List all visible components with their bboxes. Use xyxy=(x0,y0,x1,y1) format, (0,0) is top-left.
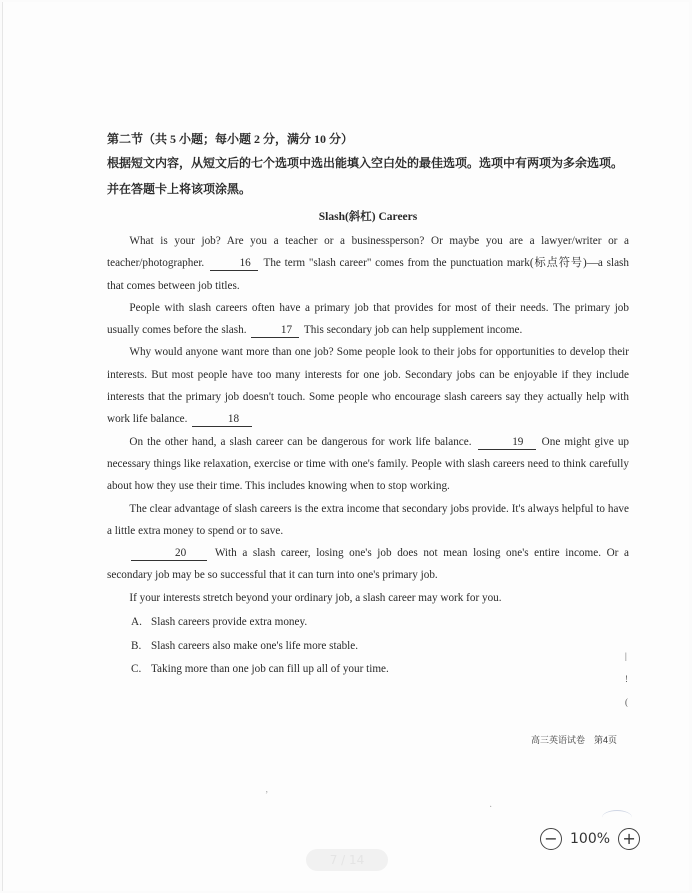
page-indicator: 7 / 14 xyxy=(306,849,388,871)
paragraph-3-text: Why would anyone want more than one job? Some people look to their jobs for opportunities to develop their interests. But most people have too many interests for one job. Secondary jobs can be enjoyable if they include interests that the primary job doesn't touch. Some people who encourage slash careers say they actually help with work life balance. xyxy=(107,346,629,426)
blank-20: 20 xyxy=(131,546,207,561)
page-content xyxy=(107,128,629,682)
paragraph-4-text-a: On the other hand, a slash career can be dangerous for work life balance. xyxy=(129,435,472,448)
option-letter: B. xyxy=(131,639,142,652)
document-page xyxy=(2,2,689,891)
paragraph-5: The clear advantage of slash careers is the extra income that secondary jobs provide. It's always helpful to have a little extra money to spend or to save. xyxy=(107,502,629,537)
section-instructions: 根据短文内容，从短文后的七个选项中选出能填入空白处的最佳选项。选项中有两项为多余选项。并在答题卡上将该项涂黑。 xyxy=(107,156,624,196)
option-letter: C. xyxy=(131,663,142,676)
paragraph-6-text: With a slash career, losing one's job does not mean losing one's entire income. Or a secondary job may be so successful that it can turn into one's primary job. xyxy=(107,547,629,582)
paragraph-2 xyxy=(107,297,629,342)
paragraph-1-text-a: What is your job? Are you a teacher or a businessperson? Or maybe you are a lawyer/writer or a teacher/photographer. xyxy=(107,235,629,270)
blank-18: 18 xyxy=(192,412,252,427)
zoom-in-button[interactable] xyxy=(618,828,640,850)
minus-icon: − xyxy=(544,829,558,848)
option-text: Taking more than one job can fill up all of your time. xyxy=(151,663,389,676)
scan-speck: ’ xyxy=(265,790,269,801)
paragraph-2-text-a: People with slash careers often have a primary job that provides for most of their needs. The primary job usually comes before the slash. xyxy=(107,301,629,337)
option-a xyxy=(107,611,629,635)
paragraph-2-text-b: This secondary job can help supplement income. xyxy=(303,324,523,337)
paragraph-1 xyxy=(107,230,629,297)
section-title: 第二节（共 5 小题；每小题 2 分，满分 10 分） xyxy=(107,132,354,146)
scan-edge-marks: | ! ( xyxy=(625,651,628,707)
paragraph-3 xyxy=(107,341,629,430)
zoom-controls xyxy=(540,826,640,852)
paragraph-1-text-b: The term "slash career" comes from the punctuation mark(标点符号)—a slash that comes between job titles. xyxy=(107,257,629,292)
option-letter: A. xyxy=(131,616,142,629)
option-c xyxy=(107,658,629,682)
scan-artifact xyxy=(602,810,632,825)
scan-speck: · xyxy=(489,802,493,813)
paragraph-7: If your interests stretch beyond your ordinary job, a slash career may work for you. xyxy=(129,591,502,604)
option-text: Slash careers provide extra money. xyxy=(151,616,308,629)
article-title: Slash(斜杠) Careers xyxy=(318,211,418,223)
options-list xyxy=(107,611,629,682)
plus-icon: + xyxy=(622,829,636,848)
zoom-level: 100% xyxy=(570,831,611,847)
paragraph-6 xyxy=(107,542,629,587)
paragraph-4-text-b: One might give up necessary things like relaxation, exercise or time with one's family. People with slash careers need to think carefully about how they use their time. This includes knowing when to stop working. xyxy=(107,435,630,493)
blank-16: 16 xyxy=(210,256,258,271)
page-footer: 高三英语试卷 第4页 xyxy=(531,735,618,745)
blank-19: 19 xyxy=(478,435,536,450)
blank-17: 17 xyxy=(251,323,299,338)
option-text: Slash careers also make one's life more stable. xyxy=(151,639,359,652)
paragraph-4 xyxy=(107,431,629,498)
zoom-out-button[interactable] xyxy=(540,828,562,850)
option-b xyxy=(107,635,629,659)
